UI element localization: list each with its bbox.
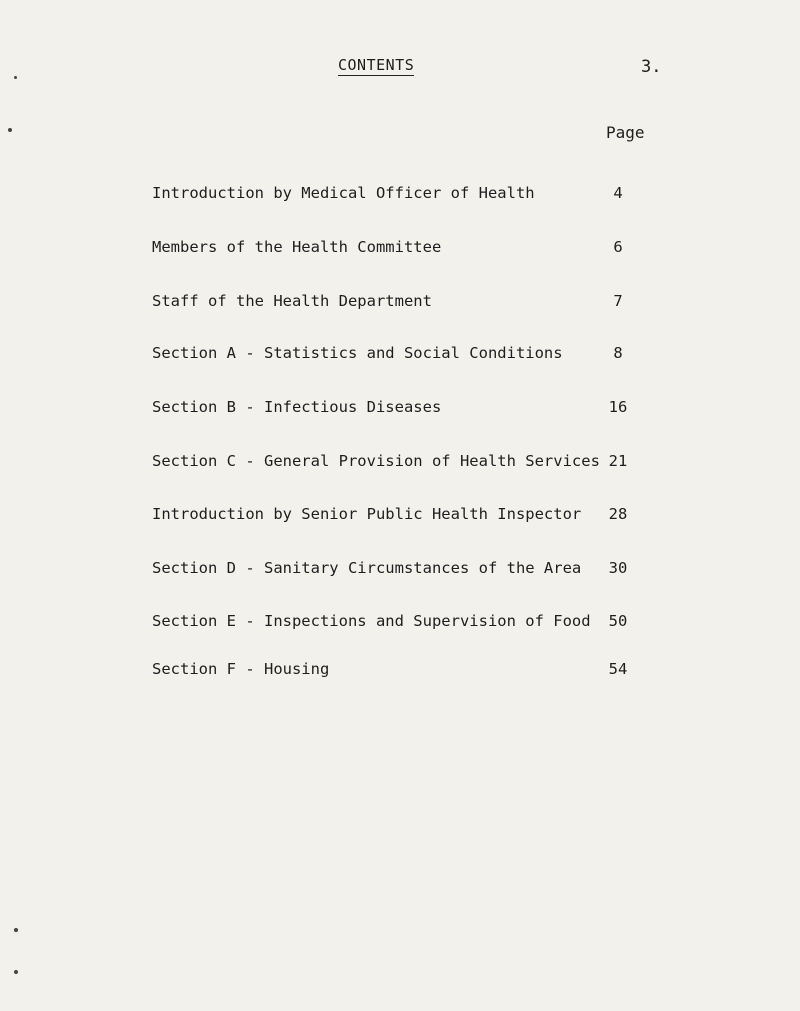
toc-entry-title: Introduction by Medical Officer of Health bbox=[152, 184, 535, 202]
scan-speck bbox=[8, 128, 12, 132]
toc-entry-page: 21 bbox=[608, 452, 628, 470]
page-title: CONTENTS bbox=[338, 56, 415, 74]
toc-entry bbox=[152, 559, 632, 583]
toc-entry bbox=[152, 398, 632, 422]
toc-entry bbox=[152, 184, 632, 208]
toc-entry bbox=[152, 292, 632, 316]
toc-entry-title: Section F - Housing bbox=[152, 660, 330, 678]
toc-entry bbox=[152, 238, 632, 262]
toc-entry-page: 30 bbox=[608, 559, 628, 577]
toc-entry-page: 8 bbox=[613, 344, 623, 362]
page-number: 3. bbox=[641, 57, 662, 77]
toc-entry-title: Members of the Health Committee bbox=[152, 238, 442, 256]
scan-speck bbox=[14, 970, 18, 974]
toc-entry-title: Introduction by Senior Public Health Inspector bbox=[152, 505, 582, 523]
toc-entry-title: Section C - General Provision of Health Services bbox=[152, 452, 600, 470]
scan-speck bbox=[14, 76, 17, 79]
toc-entry-page: 54 bbox=[608, 660, 628, 678]
scan-speck bbox=[14, 928, 18, 932]
toc-entry-page: 6 bbox=[613, 238, 623, 256]
toc-entry bbox=[152, 452, 632, 476]
toc-entry bbox=[152, 660, 632, 684]
toc-entry-title: Section E - Inspections and Supervision of Food bbox=[152, 612, 591, 630]
toc-entry bbox=[152, 505, 632, 529]
toc-entry-title: Staff of the Health Department bbox=[152, 292, 432, 310]
toc-entry-title: Section D - Sanitary Circumstances of the Area bbox=[152, 559, 582, 577]
toc-entry-page: 50 bbox=[608, 612, 628, 630]
toc-entry bbox=[152, 612, 632, 636]
toc-entry bbox=[152, 344, 632, 368]
toc-entry-title: Section B - Infectious Diseases bbox=[152, 398, 442, 416]
toc-entry-page: 16 bbox=[608, 398, 628, 416]
toc-entry-page: 7 bbox=[613, 292, 623, 310]
page-column-heading: Page bbox=[606, 123, 645, 142]
toc-entry-title: Section A - Statistics and Social Conditions bbox=[152, 344, 563, 362]
toc-entry-page: 4 bbox=[613, 184, 623, 202]
toc-entry-page: 28 bbox=[608, 505, 628, 523]
